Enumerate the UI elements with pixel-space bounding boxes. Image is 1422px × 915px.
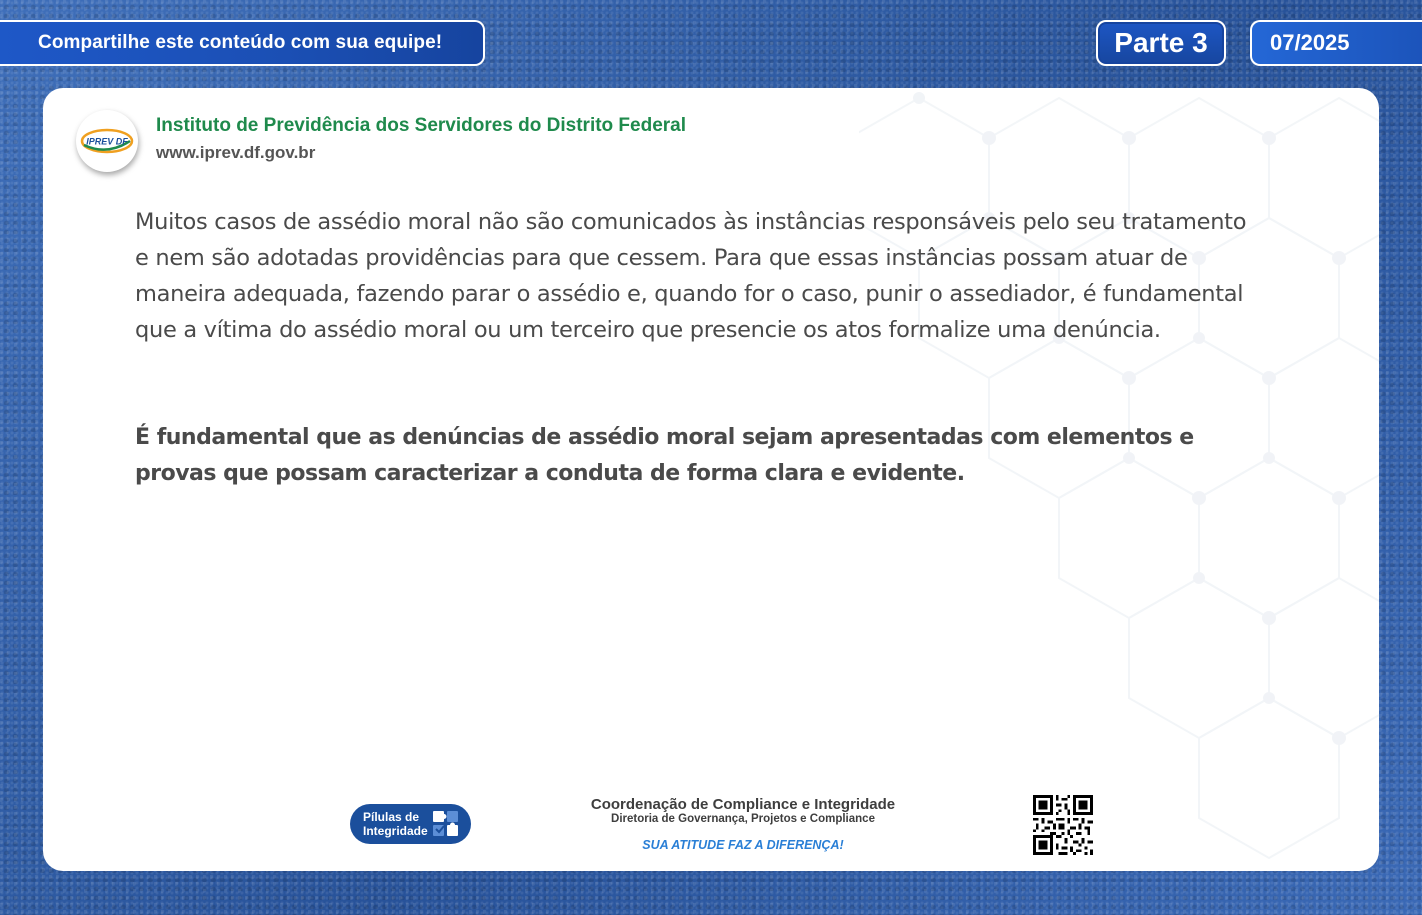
qr-code [1033,795,1093,855]
content-card [43,88,1379,871]
directorate-name: Diretoria de Governança, Projetos e Compliance [611,813,875,825]
pilulas-label: Pílulas de Integridade [363,810,428,838]
org-website: www.iprev.df.gov.br [156,143,316,162]
part-badge [1096,20,1226,66]
date-badge [1250,20,1422,66]
share-banner-text: Compartilhe este conteúdo com sua equipe! [38,32,443,53]
body-emphasis: É fundamental que as denúncias de assédio moral sejam apresentadas com elementos e provas que possam caracterizar a conduta de forma clara e evidente. [135,425,1194,486]
logo-text: IPREV DF [86,136,128,147]
pilulas-badge [350,804,471,844]
coordination-title: Coordenação de Compliance e Integridade [590,796,896,813]
body-paragraph: Muitos casos de assédio moral não são comunicados às instâncias responsáveis pelo seu tratamento e nem são adotadas providências para que cessem. Para que essas instâncias possam atuar de maneira adequada, fazendo parar o assédio e, quando for o caso, punir o assediador, é fundamental que a vítima do assédio moral ou um terceiro que presencie os atos formalize uma denúncia. [135,209,1247,343]
puzzle-icon [431,809,461,839]
org-name: Instituto de Previdência dos Servidores do Distrito Federal [156,115,687,136]
date-badge-text: 07/2025 [1270,30,1350,55]
part-badge-text: Parte 3 [1114,27,1208,58]
iprev-df-logo [76,110,138,172]
share-banner [0,20,485,66]
slogan: SUA ATITUDE FAZ A DIFERENÇA! [642,838,844,852]
